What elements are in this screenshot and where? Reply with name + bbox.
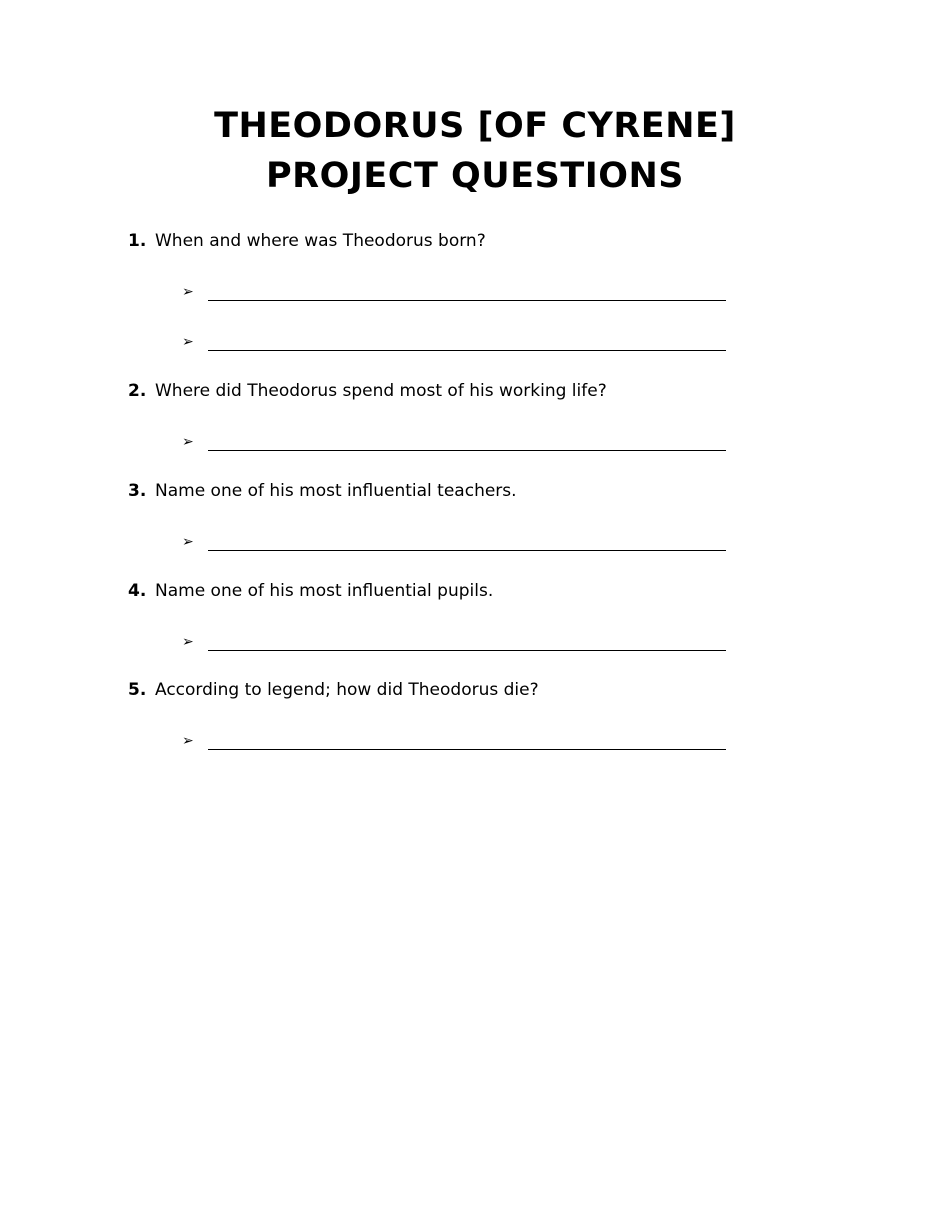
- answer-blank[interactable]: [208, 300, 726, 301]
- arrow-bullet-icon: ➢: [182, 534, 194, 550]
- arrow-bullet-icon: ➢: [182, 434, 194, 450]
- question-number: 3.: [128, 481, 147, 501]
- arrow-bullet-icon: ➢: [182, 284, 194, 300]
- answer-blank[interactable]: [208, 350, 726, 351]
- question-number: 2.: [128, 381, 147, 401]
- answer-line-2[interactable]: [182, 430, 727, 454]
- question-2: [128, 379, 607, 403]
- answer-line-1a[interactable]: [182, 280, 727, 304]
- title-line-1: THEODORUS [OF CYRENE]: [214, 106, 736, 147]
- arrow-bullet-icon: ➢: [182, 334, 194, 350]
- question-number: 5.: [128, 680, 147, 700]
- page-title: [0, 101, 950, 201]
- arrow-bullet-icon: ➢: [182, 634, 194, 650]
- question-1: [128, 229, 486, 253]
- answer-line-3[interactable]: [182, 530, 727, 554]
- answer-blank[interactable]: [208, 650, 726, 651]
- question-4: [128, 579, 493, 603]
- question-3: [128, 479, 517, 503]
- title-line-2: PROJECT QUESTIONS: [266, 156, 684, 197]
- answer-line-5[interactable]: [182, 729, 727, 753]
- question-5: [128, 678, 539, 702]
- arrow-bullet-icon: ➢: [182, 733, 194, 749]
- question-number: 1.: [128, 231, 147, 251]
- answer-blank[interactable]: [208, 749, 726, 750]
- question-text: Name one of his most influential pupils.: [155, 581, 494, 601]
- answer-blank[interactable]: [208, 550, 726, 551]
- question-text: When and where was Theodorus born?: [155, 231, 486, 251]
- answer-line-1b[interactable]: [182, 330, 727, 354]
- question-text: Where did Theodorus spend most of his working life?: [155, 381, 607, 401]
- question-number: 4.: [128, 581, 147, 601]
- question-text: According to legend; how did Theodorus die?: [155, 680, 539, 700]
- answer-line-4[interactable]: [182, 630, 727, 654]
- answer-blank[interactable]: [208, 450, 726, 451]
- question-text: Name one of his most influential teachers.: [155, 481, 517, 501]
